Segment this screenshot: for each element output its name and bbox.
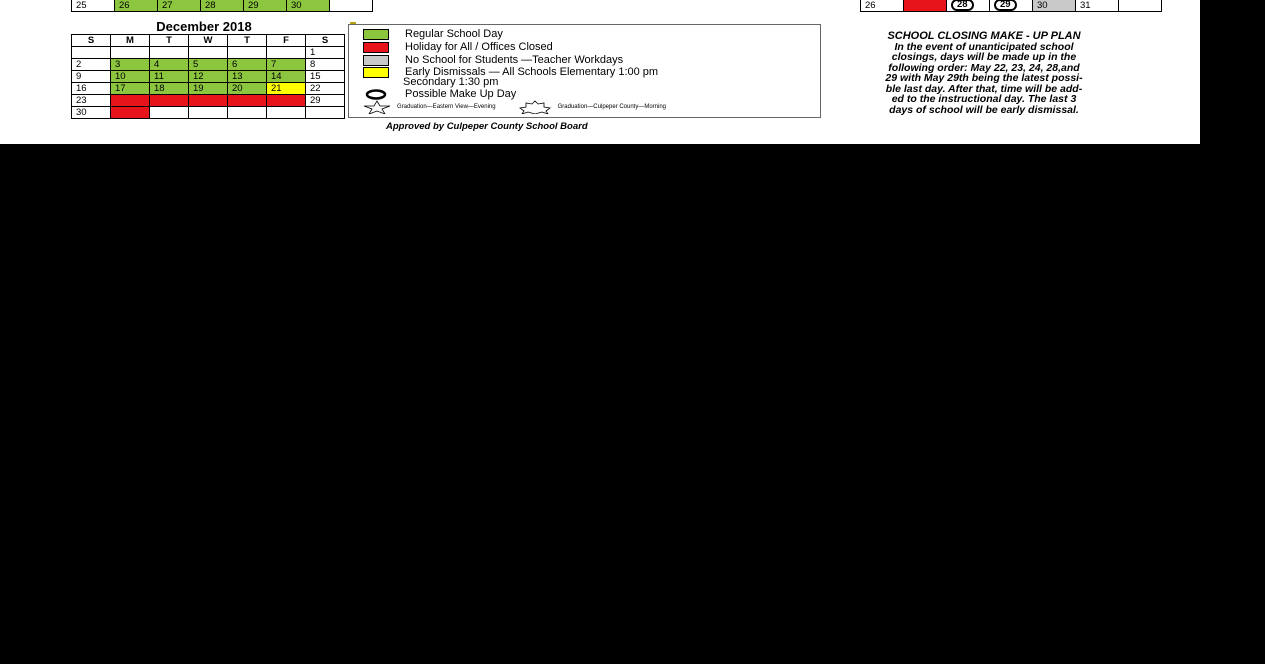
table-row bbox=[72, 83, 345, 95]
day-cell: 1 bbox=[306, 47, 345, 59]
day-cell: 25 bbox=[72, 0, 115, 12]
day-cell: 21 bbox=[267, 83, 306, 95]
november-calendar bbox=[71, 0, 373, 12]
makeup-circle: 28 bbox=[951, 0, 974, 11]
legend-label: Graduation—Eastern View—Evening bbox=[397, 103, 496, 110]
may-calendar bbox=[860, 0, 1162, 12]
plan-line: In the event of unanticipated school bbox=[894, 40, 1074, 53]
legend-label: Regular School Day bbox=[405, 28, 503, 40]
plan-line: ed to the instructional day. The last 3 bbox=[891, 93, 1077, 105]
plan-title: SCHOOL CLOSING MAKE - UP PLAN bbox=[887, 30, 1081, 42]
day-cell: 27 bbox=[158, 0, 201, 12]
day-cell: 30 bbox=[287, 0, 330, 12]
plan-line: ble last day. After that, time will be add- bbox=[885, 82, 1083, 95]
day-cell-makeup bbox=[947, 0, 990, 12]
day-cell: 2 bbox=[72, 59, 111, 71]
day-cell: 22 bbox=[306, 83, 345, 95]
approval-note: Approved by Culpeper County School Board bbox=[386, 121, 588, 132]
green-swatch bbox=[363, 29, 389, 40]
legend-item-graduation bbox=[363, 101, 666, 112]
day-cell: 29 bbox=[244, 0, 287, 12]
legend-label: Secondary 1:30 pm bbox=[403, 76, 499, 88]
red-swatch bbox=[363, 42, 389, 53]
plan-line: following order: May 22, 23, 24, 28,and bbox=[888, 61, 1080, 74]
makeup-plan bbox=[832, 31, 1136, 115]
day-cell bbox=[189, 107, 228, 119]
day-cell: 25 bbox=[150, 95, 189, 107]
day-cell: 20 bbox=[228, 83, 267, 95]
day-cell: 23 bbox=[72, 95, 111, 107]
day-cell: 3 bbox=[111, 59, 150, 71]
day-cell bbox=[72, 47, 111, 59]
plan-line: closings, days will be made up in the bbox=[891, 51, 1077, 63]
day-cell: 31 bbox=[111, 107, 150, 119]
day-cell: 14 bbox=[267, 71, 306, 83]
legend-item-holiday bbox=[363, 42, 553, 53]
table-row bbox=[72, 95, 345, 107]
day-cell bbox=[150, 47, 189, 59]
day-cell: 27 bbox=[228, 95, 267, 107]
table-row bbox=[72, 71, 345, 83]
day-cell: 29 bbox=[306, 95, 345, 107]
day-cell bbox=[228, 47, 267, 59]
day-cell bbox=[267, 47, 306, 59]
table-row bbox=[861, 0, 1162, 12]
legend-label: Early Dismissals — All Schools Elementary 1:00 pm bbox=[405, 66, 659, 78]
day-cell: 30 bbox=[1033, 0, 1076, 12]
day-cell bbox=[1119, 0, 1162, 12]
day-cell: 10 bbox=[111, 71, 150, 83]
circle-icon bbox=[365, 89, 387, 100]
day-cell: 8 bbox=[306, 59, 345, 71]
legend-item-regular bbox=[363, 29, 503, 40]
weekday-label: T bbox=[228, 35, 267, 47]
legend-label: Possible Make Up Day bbox=[405, 88, 517, 100]
table-row bbox=[72, 59, 345, 71]
gray-swatch bbox=[363, 55, 389, 66]
day-cell: 9 bbox=[72, 71, 111, 83]
day-cell: 30 bbox=[72, 107, 111, 119]
day-cell: 13 bbox=[228, 71, 267, 83]
day-cell bbox=[306, 107, 345, 119]
plan-line: 29 with May 29th being the latest possi- bbox=[885, 72, 1083, 84]
weekday-header-row bbox=[72, 35, 345, 47]
weekday-label: M bbox=[111, 35, 150, 47]
december-title: December 2018 bbox=[156, 19, 252, 34]
day-cell: 12 bbox=[189, 71, 228, 83]
day-cell: 26 bbox=[115, 0, 158, 12]
day-cell bbox=[330, 0, 373, 12]
weekday-label: S bbox=[72, 35, 111, 47]
legend-item-early-line2 bbox=[403, 77, 498, 88]
day-cell: 27 bbox=[904, 0, 947, 12]
day-cell: 15 bbox=[306, 71, 345, 83]
day-cell: 11 bbox=[150, 71, 189, 83]
day-cell bbox=[267, 107, 306, 119]
legend-item-makeup bbox=[365, 89, 516, 100]
day-cell: 19 bbox=[189, 83, 228, 95]
star-icon bbox=[363, 100, 391, 114]
day-cell: 28 bbox=[201, 0, 244, 12]
day-cell: 18 bbox=[150, 83, 189, 95]
table-row bbox=[72, 0, 373, 12]
starburst-icon bbox=[518, 100, 552, 114]
makeup-circle: 29 bbox=[994, 0, 1017, 11]
day-cell bbox=[111, 47, 150, 59]
table-row bbox=[72, 47, 345, 59]
day-cell: 16 bbox=[72, 83, 111, 95]
day-cell bbox=[228, 107, 267, 119]
legend-box bbox=[348, 24, 821, 118]
yellow-swatch bbox=[363, 67, 389, 78]
legend-item-no-school bbox=[363, 55, 623, 66]
december-calendar bbox=[71, 34, 345, 119]
table-row bbox=[72, 107, 345, 119]
day-cell: 6 bbox=[228, 59, 267, 71]
day-cell: 17 bbox=[111, 83, 150, 95]
plan-line: days of school will be early dismissal. bbox=[889, 103, 1079, 116]
calendar-sheet bbox=[0, 0, 1200, 144]
day-cell: 26 bbox=[861, 0, 904, 12]
weekday-label: W bbox=[189, 35, 228, 47]
weekday-label: S bbox=[306, 35, 345, 47]
day-cell-makeup bbox=[990, 0, 1033, 12]
day-cell: 26 bbox=[189, 95, 228, 107]
weekday-label: T bbox=[150, 35, 189, 47]
legend-label: Graduation—Culpeper County—Morning bbox=[557, 103, 667, 110]
day-cell: 28 bbox=[267, 95, 306, 107]
day-cell: 31 bbox=[1076, 0, 1119, 12]
day-cell: 7 bbox=[267, 59, 306, 71]
day-cell bbox=[189, 47, 228, 59]
weekday-label: F bbox=[267, 35, 306, 47]
day-cell: 5 bbox=[189, 59, 228, 71]
day-cell bbox=[150, 107, 189, 119]
legend-label: Holiday for All / Offices Closed bbox=[405, 41, 553, 53]
legend-label: No School for Students —Teacher Workdays bbox=[405, 54, 624, 66]
day-cell: 4 bbox=[150, 59, 189, 71]
day-cell: 24 bbox=[111, 95, 150, 107]
